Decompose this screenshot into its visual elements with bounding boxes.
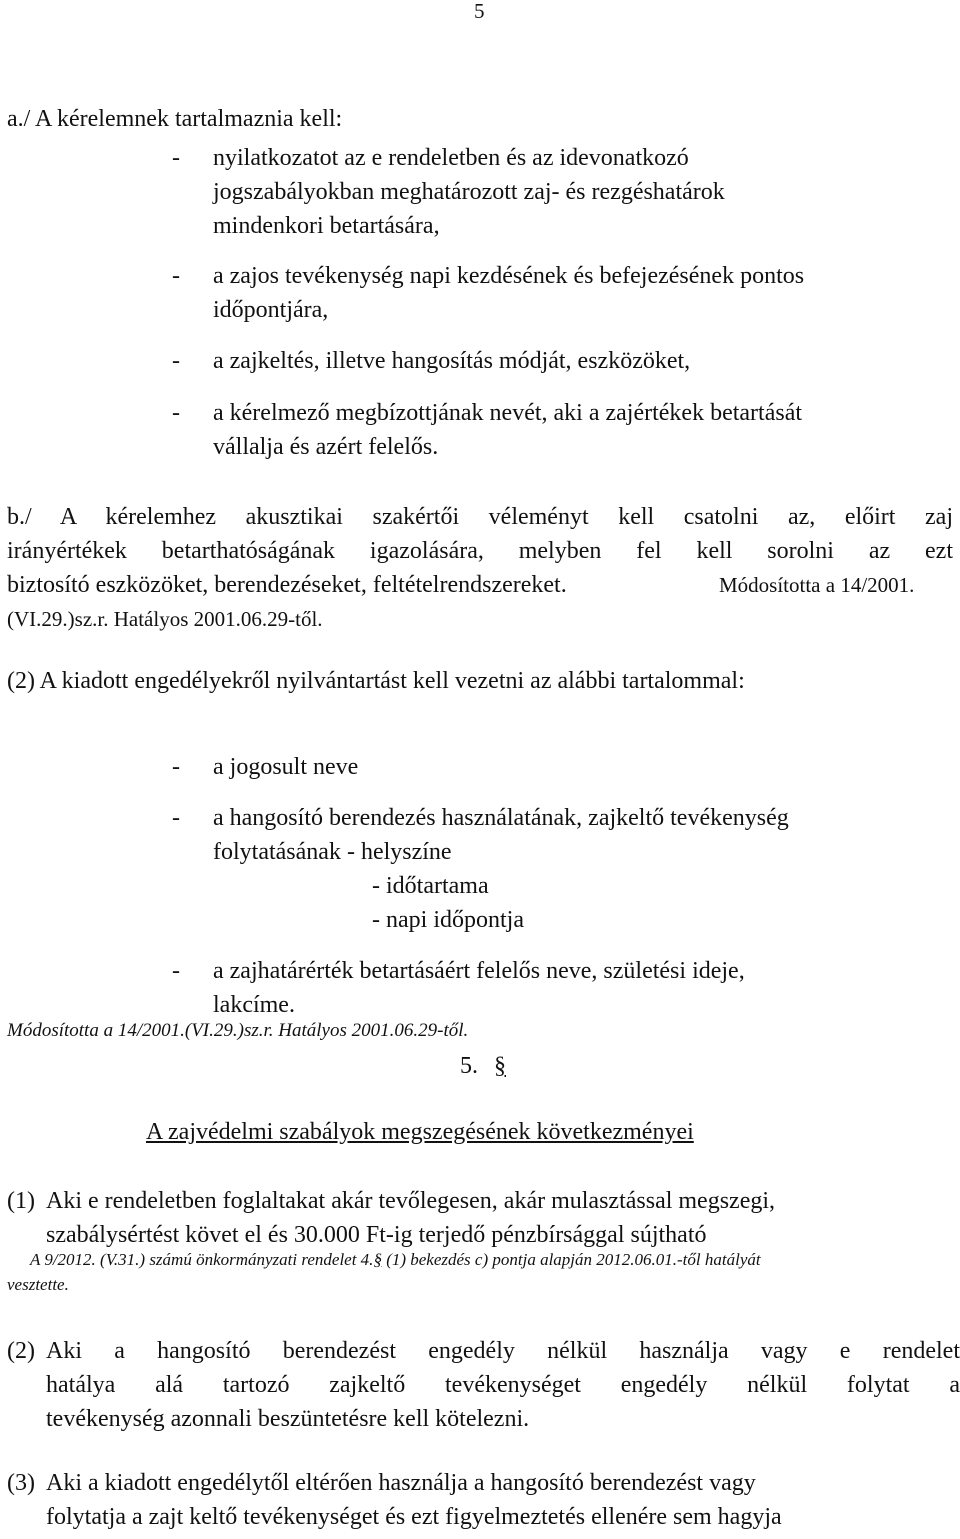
paragraph-number: (2) bbox=[7, 1338, 35, 1364]
paragraph-text: Aki e rendeletben foglaltakat akár tevőlegesen, akár mulasztással megszegi, bbox=[46, 1188, 776, 1214]
list-item-text: a jogosult neve bbox=[213, 754, 359, 780]
section-symbol: § bbox=[373, 1250, 382, 1269]
section-title: A zajvédelmi szabályok megszegésének következményei bbox=[146, 1119, 694, 1145]
list-item-text: a kérelmező megbízottjának nevét, aki a zajértékek betartását bbox=[213, 400, 803, 426]
paragraph-text: Aki a kiadott engedélytől eltérően használja a hangosító berendezést vagy bbox=[46, 1470, 756, 1496]
list-item-text: vállalja és azért felelős. bbox=[213, 434, 439, 460]
paragraph-2-intro: (2) A kiadott engedélyekről nyilvántartást kell vezetni az alábbi tartalommal: bbox=[7, 668, 745, 694]
repeal-note-text: (1) bekezdés c) pontja alapján 2012.06.01.-től hatályát bbox=[386, 1250, 761, 1269]
list-item-text: nyilatkozatot az e rendeletben és az idevonatkozó bbox=[213, 145, 689, 171]
section-symbol: § bbox=[494, 1053, 506, 1079]
list-dash: - bbox=[172, 400, 180, 426]
list-item-text: jogszabályokban meghatározott zaj- és rezgéshatárok bbox=[213, 179, 725, 205]
list-item-text: mindenkori betartására, bbox=[213, 213, 440, 239]
paragraph-text: szabálysértést követ el és 30.000 Ft-ig terjedő pénzbírsággal sújtható bbox=[46, 1222, 707, 1248]
amendment-note: (VI.29.)sz.r. Hatályos 2001.06.29-től. bbox=[7, 607, 323, 631]
list-item-text: a zajos tevékenység napi kezdésének és befejezésének pontos bbox=[213, 263, 805, 289]
paragraph-text: folytatja a zajt keltő tevékenységet és ezt figyelmeztetés ellenére sem hagyja bbox=[46, 1504, 782, 1530]
repeal-note bbox=[30, 1250, 761, 1270]
paragraph-text: hatálya alá tartozó zajkeltő tevékenységet engedély nélkül folytat a bbox=[46, 1372, 960, 1398]
amendment-note: Módosította a 14/2001. bbox=[719, 573, 915, 597]
list-dash: - bbox=[172, 754, 180, 780]
list-dash: - bbox=[172, 145, 180, 171]
list-item-text: folytatásának - helyszíne bbox=[213, 839, 452, 865]
repeal-note: vesztette. bbox=[7, 1275, 69, 1294]
paragraph-number: (1) bbox=[7, 1188, 35, 1214]
list-item-text: a zajkeltés, illetve hangosítás módját, eszközöket, bbox=[213, 348, 691, 374]
list-dash: - bbox=[172, 958, 180, 984]
section-b-line: irányértékek betarthatóságának igazolására, melyben fel kell sorolni az ezt bbox=[7, 538, 953, 564]
sub-item: - időtartama bbox=[372, 873, 489, 899]
list-dash: - bbox=[172, 348, 180, 374]
paragraph-number: (3) bbox=[7, 1470, 35, 1496]
list-item-text: lakcíme. bbox=[213, 992, 295, 1018]
section-number: 5. bbox=[460, 1053, 478, 1079]
amendment-note: Módosította a 14/2001.(VI.29.)sz.r. Hatályos 2001.06.29-től. bbox=[7, 1020, 469, 1041]
list-dash: - bbox=[172, 263, 180, 289]
list-dash: - bbox=[172, 805, 180, 831]
section-b-line: b./ A kérelemhez akusztikai szakértői véleményt kell csatolni az, előirt zaj bbox=[7, 504, 953, 530]
list-item-text: a zajhatárérték betartásáért felelős neve, születési ideje, bbox=[213, 958, 745, 984]
page-number: 5 bbox=[474, 0, 485, 23]
section-a-heading: a./ A kérelemnek tartalmaznia kell: bbox=[7, 106, 343, 132]
section-b-line: biztosító eszközöket, berendezéseket, feltételrendszereket. bbox=[7, 572, 567, 598]
sub-item: - napi időpontja bbox=[372, 907, 524, 933]
list-item-text: időpontjára, bbox=[213, 297, 329, 323]
paragraph-text: tevékenység azonnali beszüntetésre kell kötelezni. bbox=[46, 1406, 530, 1432]
repeal-note-text: A 9/2012. (V.31.) számú önkormányzati rendelet 4. bbox=[30, 1250, 374, 1269]
paragraph-text: Aki a hangosító berendezést engedély nélkül használja vagy e rendelet bbox=[46, 1338, 960, 1364]
list-item-text: a hangosító berendezés használatának, zajkeltő tevékenység bbox=[213, 805, 789, 831]
